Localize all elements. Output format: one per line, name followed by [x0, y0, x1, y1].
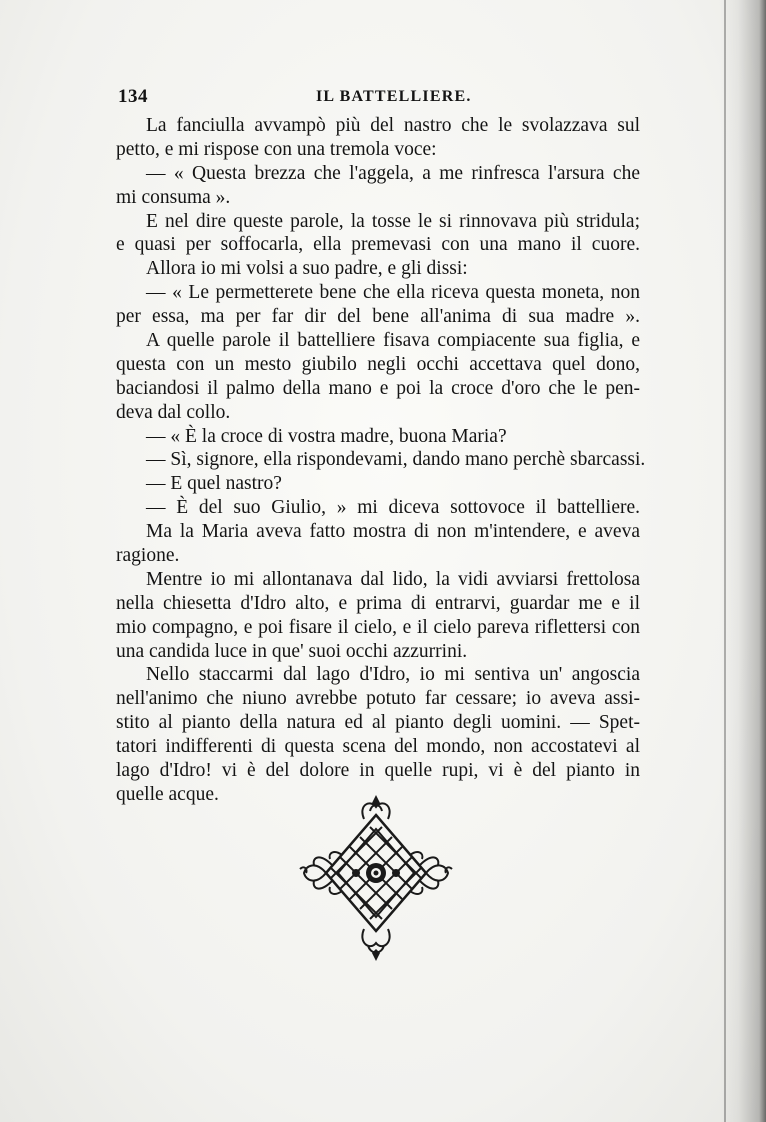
text-line: deva dal collo.: [116, 401, 231, 423]
text-line: nella chiesetta d'Idro alto, e prima di entrarvi, guardar me e il: [116, 592, 640, 614]
text-line: — « È la croce di vostra madre, buona Maria?: [146, 425, 507, 447]
gutter-line: [724, 0, 726, 1122]
text-line: E nel dire queste parole, la tosse le si rinnovava più stridula;: [146, 210, 640, 232]
page-number: 134: [118, 86, 148, 107]
text-line: mi consuma ».: [116, 186, 231, 208]
text-line: per essa, ma per far dir del bene all'anima di sua madre ».: [116, 306, 640, 328]
text-line: — È del suo Giulio, » mi diceva sottovoce il battelliere.: [146, 497, 640, 519]
text-line: stito al pianto della natura ed al pianto degli uomini. — Spet-: [116, 712, 640, 734]
text-line: una candida luce in que' suoi occhi azzurrini.: [116, 640, 468, 662]
running-title: IL BATTELLIERE.: [316, 88, 472, 105]
text-line: questa con un mesto giubilo negli occhi accettava quel dono,: [116, 353, 640, 375]
text-line: La fanciulla avvampò più del nastro che le svolazzava sul: [146, 115, 640, 136]
decorative-ornament: [298, 795, 454, 961]
text-line: Mentre io mi allontanava dal lido, la vidi avviarsi frettolosa: [146, 568, 640, 590]
text-line: — « Le permetterete bene che ella riceva questa moneta, non: [146, 282, 640, 304]
text-line: tatori indifferenti di questa scena del mondo, non accostatevi al: [116, 736, 640, 758]
text-line: nell'animo che niuno avrebbe potuto far cessare; io aveva assi-: [116, 688, 640, 710]
text-line: — Sì, signore, ella rispondevami, dando mano perchè sbarcassi.: [146, 449, 646, 471]
text-line: quelle acque.: [116, 783, 219, 805]
text-line: Ma la Maria aveva fatto mostra di non m'intendere, e aveva: [146, 521, 640, 543]
page-header: [118, 86, 638, 114]
text-line: lago d'Idro! vi è del dolore in quelle rupi, vi è del pianto in: [116, 760, 640, 782]
body-text: [116, 114, 646, 807]
gutter-shadow: [720, 0, 766, 1122]
text-line: A quelle parole il battelliere fisava compiacente sua figlia, e: [146, 330, 640, 352]
text-line: ragione.: [116, 545, 180, 567]
text-line: Allora io mi volsi a suo padre, e gli dissi:: [146, 258, 468, 280]
text-line: mio compagno, e poi fisare il cielo, e il cielo pareva riflettersi con: [116, 616, 640, 638]
text-line: Nello staccarmi dal lago d'Idro, io mi sentiva un' angoscia: [146, 664, 640, 686]
text-line: e quasi per soffocarla, ella premevasi con una mano il cuore.: [116, 234, 640, 256]
text-line: petto, e mi rispose con una tremola voce:: [116, 138, 437, 160]
text-line: baciandosi il palmo della mano e poi la croce d'oro che le pen-: [116, 377, 640, 399]
text-line: — « Questa brezza che l'aggela, a me rinfresca l'arsura che: [146, 162, 640, 184]
text-line: — E quel nastro?: [146, 473, 282, 495]
